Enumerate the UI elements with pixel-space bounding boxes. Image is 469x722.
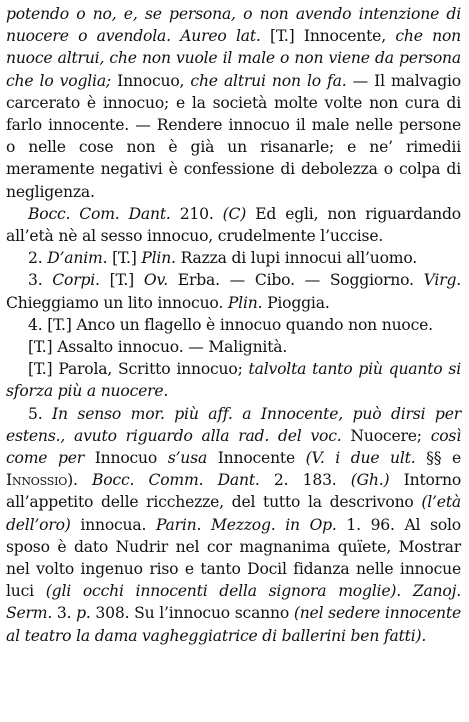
text-run: Nuocere; <box>341 426 431 445</box>
text-run: (Gh.) <box>350 471 390 490</box>
text-run: 1. 96. Al solo sposo è dato Nudrir nel cor magnanima quïete, Mostrar nel volto ingenuo riso e tanto Docil fidanza nelle innocue luci <box>6 515 461 601</box>
sense-5-moral <box>6 403 461 647</box>
text-run: Innocuo, <box>110 71 191 90</box>
text-run: Pioggia. <box>262 293 330 312</box>
text-run: che non nuoce altrui, che non vuole il male o non viene da persona che lo voglia; <box>6 27 461 90</box>
text-run: Ed egli, non riguardando all’età nè al sesso innocuo, crudelmente l’uccise. <box>6 204 461 246</box>
text-run: 3. <box>28 271 53 290</box>
text-run: Zanoj. Serm. <box>6 582 461 623</box>
text-run: così come per <box>6 426 462 468</box>
text-run: In senso mor. più aff. a Innocente, può dirsi per estens., avuto riguardo alla rad. del voc. <box>6 404 461 445</box>
text-run: che altrui non lo fa. <box>190 71 347 90</box>
sense-4-word <box>6 358 461 402</box>
text-run: Chieggiamo un lito innocuo. <box>6 293 228 312</box>
text-run: Plin. <box>141 249 176 268</box>
text-run: talvolta tanto più quanto si sforza più a nuocere. <box>6 360 462 401</box>
text-run: Intorno all’appetito delle ricchezze, del tutto la descrivono <box>6 471 462 512</box>
sense-2-animals <box>6 247 461 269</box>
text-run: ). <box>67 471 92 490</box>
text-run: Bocc. Com. Dant. <box>28 204 171 223</box>
sense-3-bodies <box>6 269 461 313</box>
text-run: potendo o no, e, se persona, o non avendo intenzione di nuocere o avendola. Aureo lat. <box>6 5 461 46</box>
text-run: Razza di lupi innocui all’uomo. <box>175 249 418 268</box>
text-run: p. <box>76 604 91 623</box>
citation-boccaccio <box>6 203 461 247</box>
text-run: (nel sedere innocente al teatro la dama vagheggiatrice di ballerini ben fatti). <box>6 604 461 645</box>
text-run: Innossio <box>6 471 68 490</box>
text-run: [T.] <box>99 271 144 290</box>
text-run: — Il malvagio carcerato è innocuo; e la società molte volte non cura di farlo innocente. — Rendere innocuo il male nelle persone o nelle cose non è già un risanarle; e ne’ rimedii meramente negativi è confessione di debolezza o colpa di negligenza. <box>6 71 461 201</box>
text-run: 3. <box>52 604 77 623</box>
text-run: [T.] Innocente, <box>260 27 396 46</box>
text-run: (C) <box>222 204 247 223</box>
text-run: [T.] Parola, Scritto innocuo; <box>28 360 249 379</box>
sense-4-assault <box>6 336 461 358</box>
text-run: Ov. <box>143 271 168 290</box>
sense-4-harmless <box>6 314 461 336</box>
text-run: Innocente <box>207 449 306 468</box>
text-run: §§ e <box>415 449 461 468</box>
text-run: 308. Su l’innocuo scanno <box>90 604 294 623</box>
text-run: 5. <box>28 404 53 423</box>
text-run: Erba. — Cibo. — Soggiorno. <box>167 271 424 290</box>
text-run: (gli occhi innocenti della signora moglie). <box>45 582 401 601</box>
text-run: 2. 183. <box>259 471 351 490</box>
text-run: [T.] <box>107 249 142 268</box>
text-run: Bocc. Comm. Dant. <box>91 471 260 490</box>
text-run: [T.] Assalto innocuo. — Malignità. <box>28 338 288 357</box>
text-run: Innocuo <box>84 449 168 468</box>
entry-paragraph-intro <box>6 3 461 203</box>
text-run: (l’età dell’oro) <box>6 493 461 534</box>
text-run: s’usa <box>167 449 208 468</box>
text-run: (V. i due ult. <box>305 449 416 468</box>
text-run: 4. [T.] Anco un flagello è innocuo quando non nuoce. <box>28 315 433 334</box>
text-run: D’anim. <box>47 249 108 268</box>
text-run: Plin. <box>227 293 263 312</box>
text-run: 2. <box>28 249 48 268</box>
text-run <box>401 582 413 600</box>
text-run: Parin. Mezzog. in Op. <box>155 515 337 534</box>
text-run: innocua. <box>70 515 156 534</box>
text-run: Corpi. <box>52 271 100 290</box>
text-run: Virg. <box>423 271 461 290</box>
text-run: 210. <box>170 204 223 223</box>
